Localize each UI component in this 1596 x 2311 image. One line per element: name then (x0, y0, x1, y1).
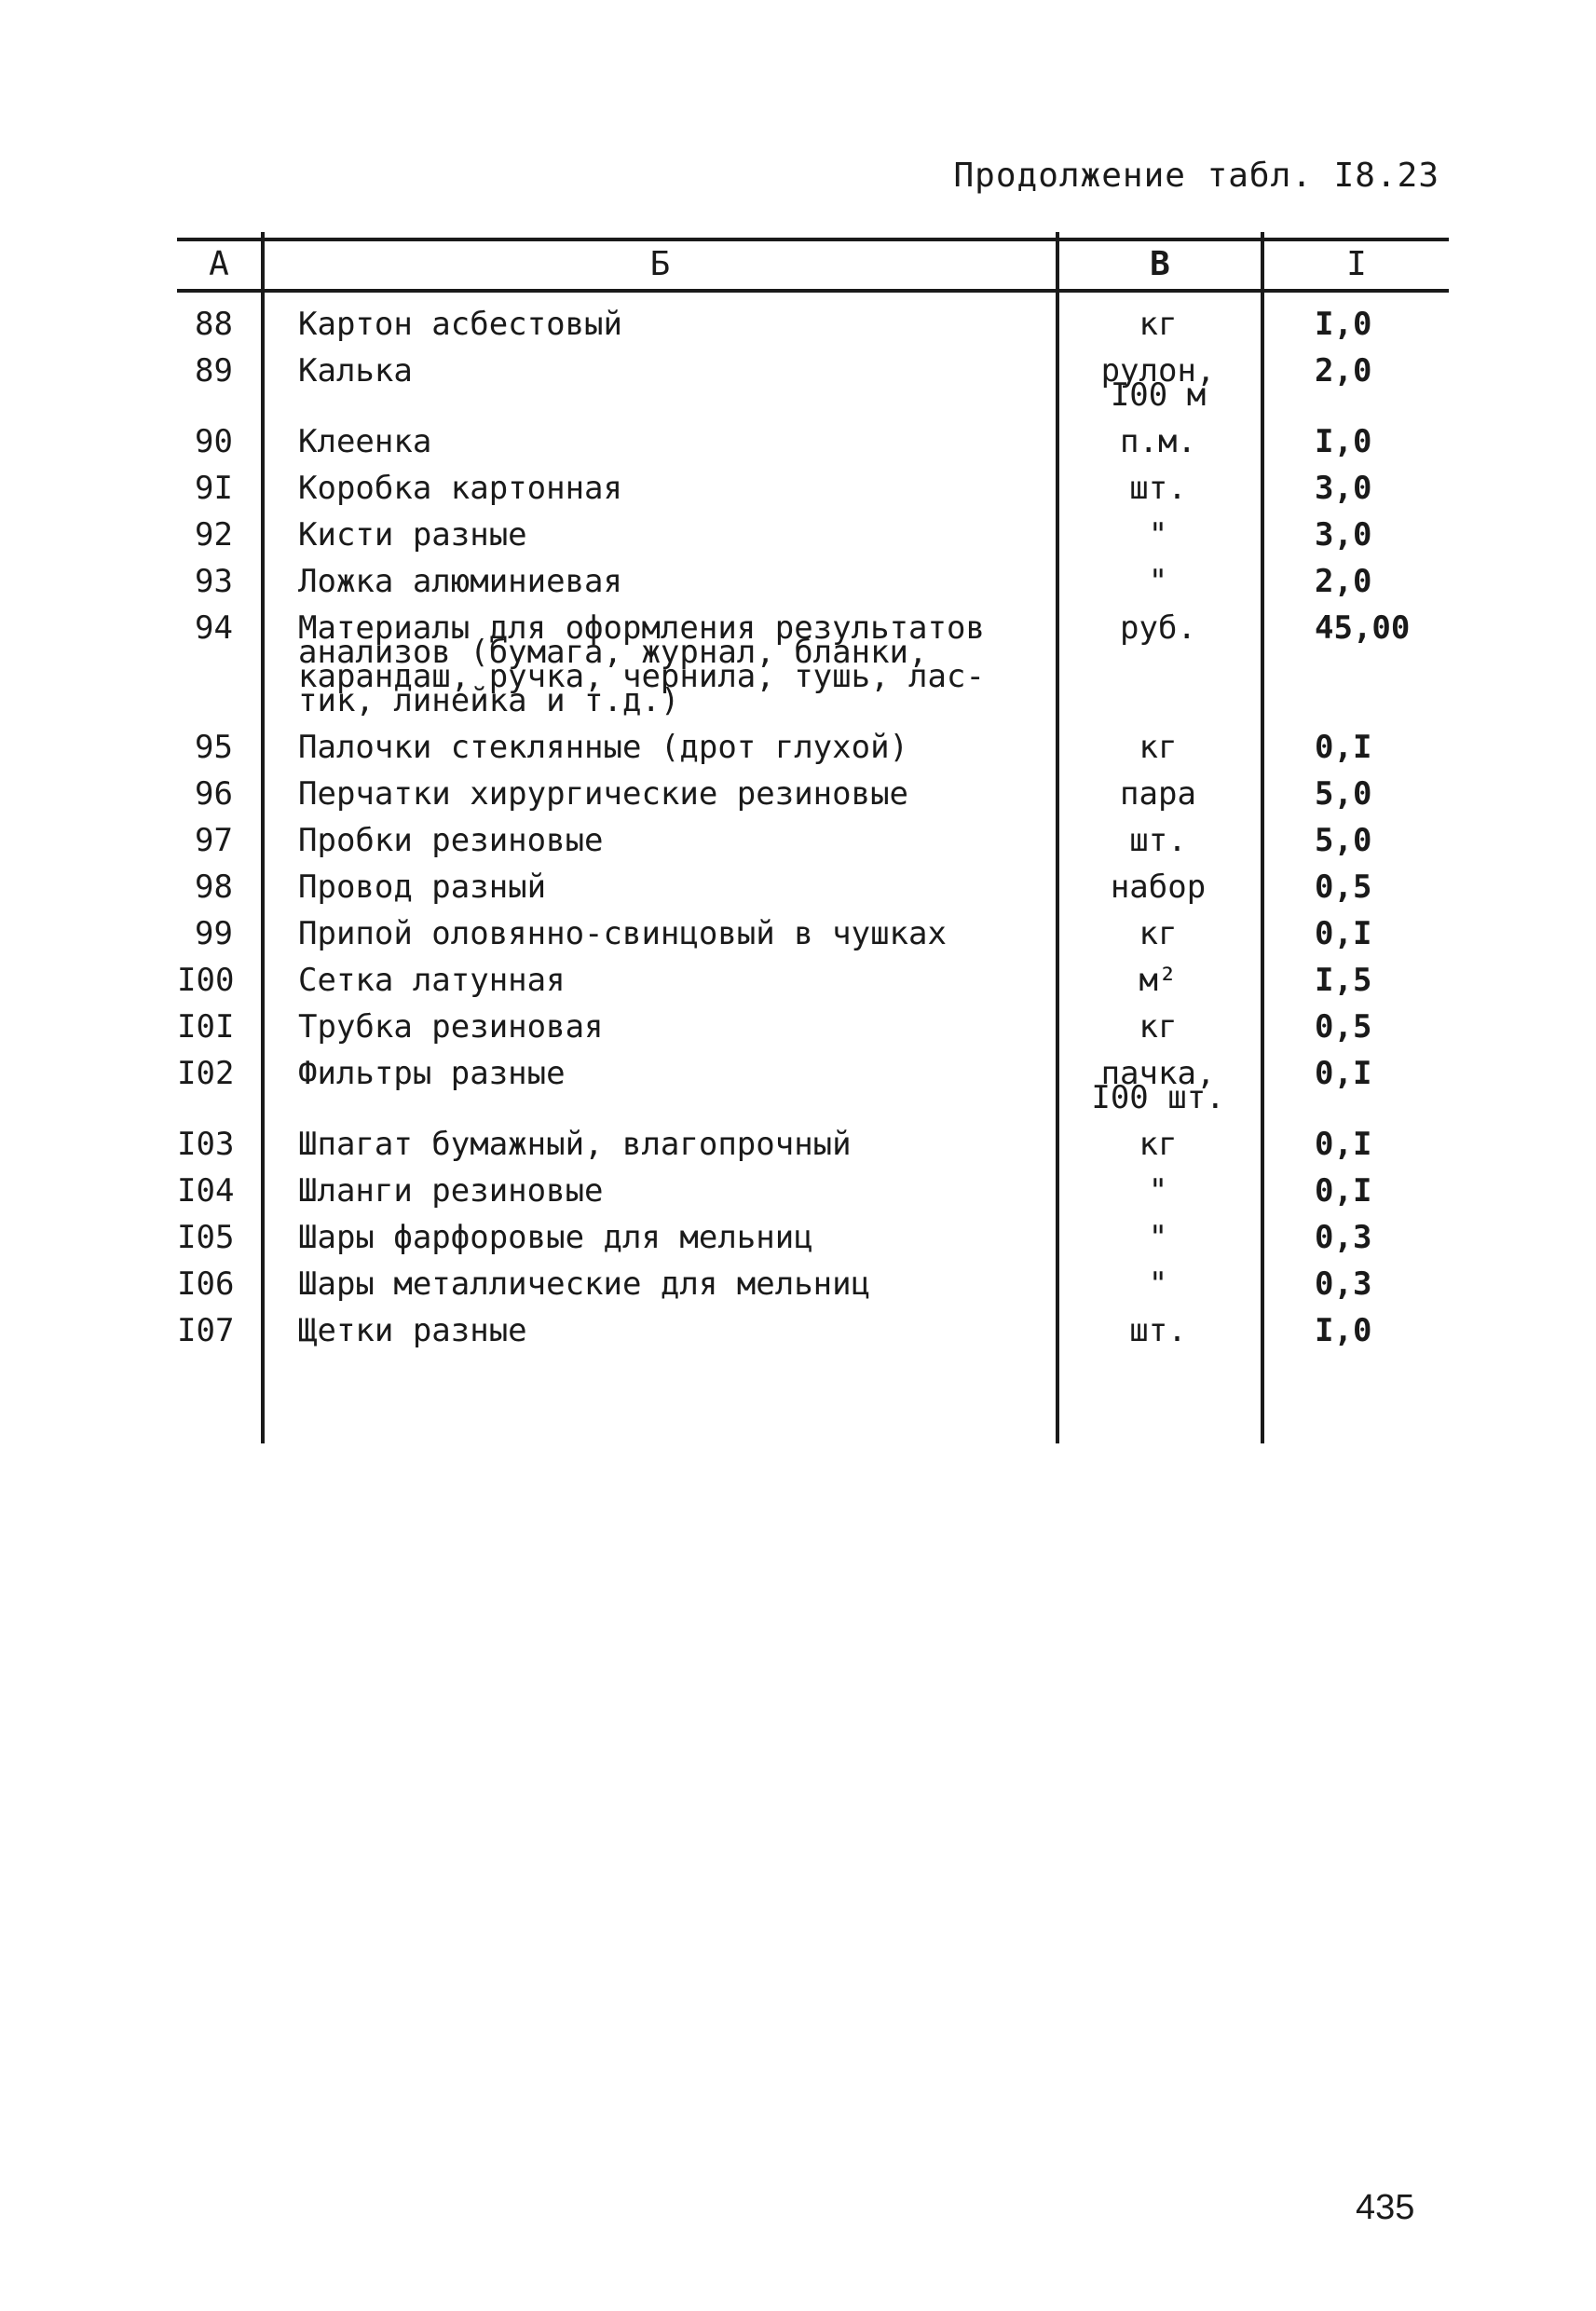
row-unit: рулон, I00 м (1100, 352, 1216, 414)
row-unit: " (1148, 1265, 1168, 1303)
row-value: 0,I (1315, 1126, 1372, 1163)
table-row (177, 609, 1449, 719)
row-number: 9I (195, 470, 233, 507)
table-row (177, 563, 1449, 600)
row-item-name: Ложка алюминиевая (298, 563, 622, 600)
row-item-name: Шары металлические для мельниц (298, 1265, 871, 1303)
row-item-name: Перчатки хирургические резиновые (298, 775, 909, 813)
row-number: 88 (195, 306, 233, 343)
row-unit: пара (1120, 775, 1196, 813)
row-value: 0,5 (1315, 868, 1372, 906)
row-value: 0,3 (1315, 1219, 1372, 1256)
table-row (177, 868, 1449, 906)
table-row (177, 822, 1449, 859)
table-row (177, 470, 1449, 507)
row-unit: набор (1110, 868, 1207, 906)
row-item-name: Щетки разные (298, 1312, 527, 1349)
row-value: I,5 (1315, 962, 1372, 999)
row-number: I03 (177, 1126, 235, 1163)
row-number: 92 (195, 516, 233, 554)
row-unit: шт. (1129, 470, 1187, 507)
row-value: 0,I (1315, 729, 1372, 766)
row-unit: " (1148, 1172, 1168, 1210)
row-number: 93 (195, 563, 233, 600)
row-number: 98 (195, 868, 233, 906)
row-item-name: Пробки резиновые (298, 822, 604, 859)
page-number: 435 (1356, 2188, 1415, 2227)
row-item-name: Картон асбестовый (298, 306, 622, 343)
table-header-rule (177, 289, 1449, 293)
row-item-name: Калька (298, 352, 413, 390)
table-row (177, 516, 1449, 554)
table-row (177, 1008, 1449, 1046)
row-unit: шт. (1129, 1312, 1187, 1349)
row-value: 0,3 (1315, 1265, 1372, 1303)
table-row (177, 1126, 1449, 1163)
row-item-name: Шары фарфоровые для мельниц (298, 1219, 813, 1256)
row-item-name: Припой оловянно-свинцовый в чушках (298, 915, 947, 952)
row-unit: " (1148, 516, 1168, 554)
table-row (177, 775, 1449, 813)
row-unit: " (1148, 1219, 1168, 1256)
table-row (177, 962, 1449, 999)
row-number: I0I (177, 1008, 235, 1046)
row-value: I,0 (1315, 423, 1372, 460)
row-number: I00 (177, 962, 235, 999)
row-unit: " (1148, 563, 1168, 600)
row-number: 90 (195, 423, 233, 460)
row-number: I07 (177, 1312, 235, 1349)
row-unit: кг (1139, 1126, 1178, 1163)
row-value: 0,I (1315, 1055, 1372, 1092)
row-number: I02 (177, 1055, 235, 1092)
row-unit: кг (1139, 729, 1178, 766)
row-item-name: Сетка латунная (298, 962, 566, 999)
row-number: 94 (195, 609, 233, 647)
row-value: I,0 (1315, 306, 1372, 343)
row-unit: руб. (1120, 609, 1196, 647)
row-number: I04 (177, 1172, 235, 1210)
row-value: 5,0 (1315, 775, 1372, 813)
row-value: 2,0 (1315, 352, 1372, 390)
header-col-b: Б (649, 245, 671, 283)
table-row (177, 1312, 1449, 1349)
row-number: 89 (195, 352, 233, 390)
row-item-name: Кисти разные (298, 516, 527, 554)
row-value: 2,0 (1315, 563, 1372, 600)
row-item-name: Провод разный (298, 868, 547, 906)
table-row (177, 423, 1449, 460)
row-value: I,0 (1315, 1312, 1372, 1349)
row-item-name: Клеенка (298, 423, 432, 460)
row-value: 0,I (1315, 1172, 1372, 1210)
row-item-name: Коробка картонная (298, 470, 622, 507)
row-value: 5,0 (1315, 822, 1372, 859)
row-number: 99 (195, 915, 233, 952)
header-col-a: А (209, 245, 229, 283)
row-number: I05 (177, 1219, 235, 1256)
row-item-name: Трубка резиновая (298, 1008, 604, 1046)
table-row (177, 915, 1449, 952)
row-value: 0,I (1315, 915, 1372, 952)
table-row (177, 306, 1449, 343)
row-unit: кг (1139, 306, 1178, 343)
row-number: 95 (195, 729, 233, 766)
row-unit: кг (1139, 915, 1178, 952)
table-row (177, 1055, 1449, 1116)
table-caption: Продолжение табл. I8.23 (953, 157, 1439, 195)
row-number: 97 (195, 822, 233, 859)
table-row (177, 1172, 1449, 1210)
row-value: 45,00 (1315, 609, 1411, 647)
row-item-name: Палочки стеклянные (дрот глухой) (298, 729, 909, 766)
row-item-name: Фильтры разные (298, 1055, 566, 1092)
row-item-name: Шланги резиновые (298, 1172, 604, 1210)
row-number: I06 (177, 1265, 235, 1303)
row-unit: шт. (1129, 822, 1187, 859)
row-item-name: Материалы для оформления результатов анализов (бумага, журнал, бланки, карандаш, ручка, чернила, тушь, лас- тик, линейка и т.д.) (298, 609, 985, 719)
row-value: 3,0 (1315, 470, 1372, 507)
row-unit: пачка, I00 шт. (1091, 1055, 1225, 1116)
header-col-i: I (1346, 245, 1367, 283)
row-unit: м² (1139, 962, 1178, 999)
materials-table (177, 238, 1449, 1449)
table-row (177, 1219, 1449, 1256)
row-number: 96 (195, 775, 233, 813)
table-row (177, 729, 1449, 766)
table-top-rule (177, 238, 1449, 241)
table-body (177, 306, 1449, 1365)
table-row (177, 352, 1449, 414)
row-item-name: Шпагат бумажный, влагопрочный (298, 1126, 852, 1163)
row-unit: п.м. (1120, 423, 1196, 460)
header-col-v: В (1150, 245, 1170, 283)
table-row (177, 1265, 1449, 1303)
row-value: 3,0 (1315, 516, 1372, 554)
row-value: 0,5 (1315, 1008, 1372, 1046)
row-unit: кг (1139, 1008, 1178, 1046)
